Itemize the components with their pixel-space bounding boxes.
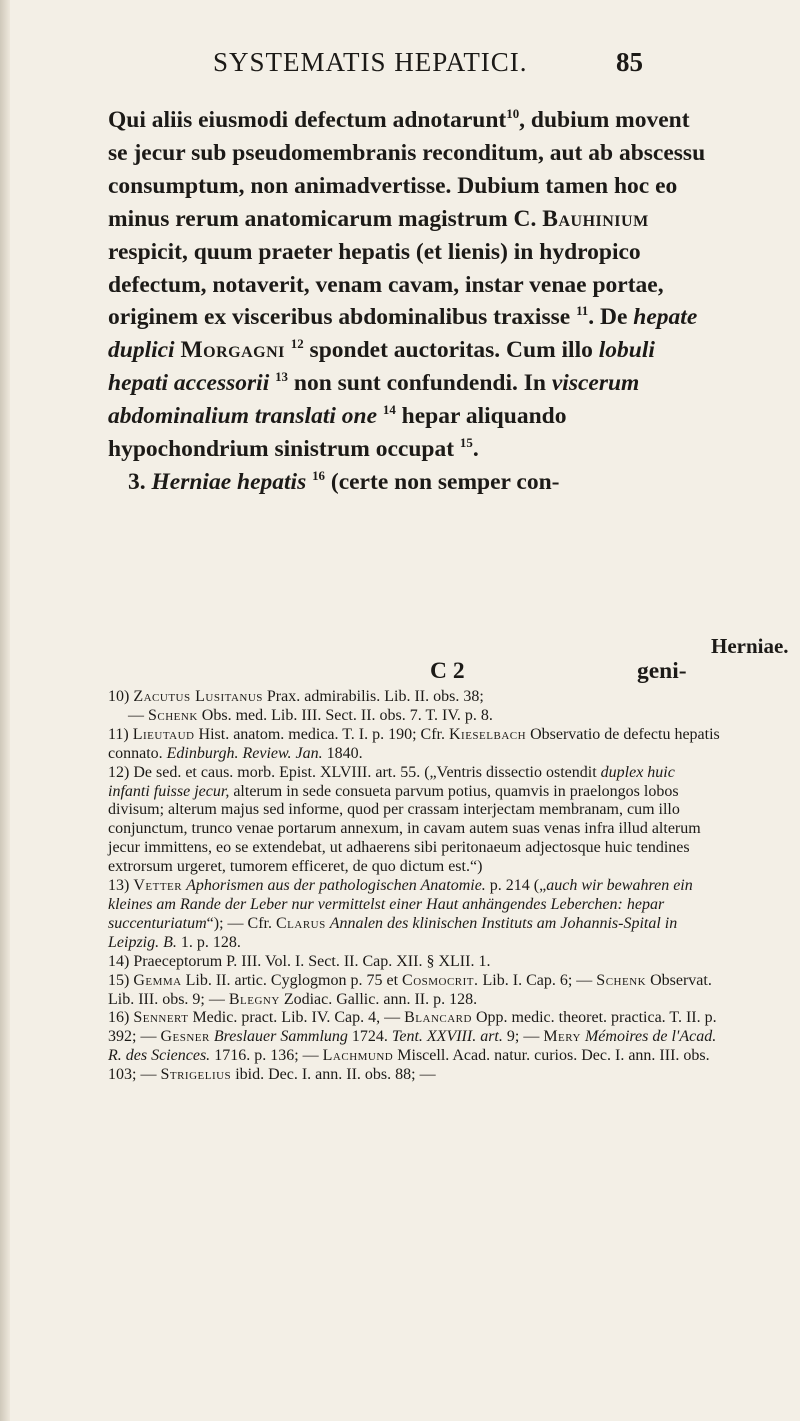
- footnote: 12) De sed. et caus. morb. Epist. XLVIII. art. 55. („Ventris dissectio ostendit duplex huic infanti fuisse jecur, alterum in sede consueta parvum potius, quamvis in praelongos lobos divisum; alterum majus sed informe, quod per crassam interjectam membranam, cum illo conjunctum, trunco venae portarum annexum, in cavam autem suas venas infra illud alterum jecur immittens, eo se extendebat, ut adhaerens sibi peritonaeum adjectosque huic tendines extrorsum urgeret, tumorem efficeret, de quo dictum est.“): [108, 763, 701, 876]
- margin-note: Herniae.: [711, 634, 789, 658]
- paragraph: Qui aliis eiusmodi defectum adnotarunt$^{10}$, dubium movent se jecur sub pseudomembranis reconditum, aut ab abscessu consumptum, non animadvertisse. Dubium tamen hoc eo minus rerum anatomicarum magistrum C. Bauhinium respicit, quum praeter hepatis (et lienis) in hydropico defectum, notaverit, venam cavam, instar venae portae, originem ex visceribus abdominalibus traxisse $^{11}$. De hepate duplici Morgagni $^{12}$ spondet auctoritas. Cum illo lobuli hepati accessorii $^{13}$ non sunt confundendi. In viscerum abdominalium translati one $^{14}$ hepar aliquando hypochondrium sinistrum occupat $^{15}$.: [108, 106, 706, 463]
- page-number: 85: [616, 47, 643, 77]
- paragraph: 3. Herniae hepatis $^{16}$ (certe non semper con-: [128, 468, 560, 495]
- main-text: [108, 104, 708, 499]
- footnote: 16) Sennert Medic. pract. Lib. IV. Cap. 4, — Blancard Opp. medic. theoret. practica. T. II. p. 392; — Gesner Breslauer Sammlung 1724. Tent. XXVIII. art. 9; — Mery Mémoires de l'Acad. R. des Sciences. 1716. p. 136; — Lachmund Miscell. Acad. natur. curios. Dec. I. ann. III. obs. 103; — Strigelius ibid. Dec. I. ann. II. obs. 88; —: [108, 1009, 717, 1084]
- footnote: 11) Lieutaud Hist. anatom. medica. T. I. p. 190; Cfr. Kieselbach Observatio de defectu hepatis connato. Edinburgh. Review. Jan. 1840.: [108, 725, 720, 762]
- catchword-line: [108, 658, 708, 691]
- footnotes: [108, 688, 720, 1085]
- page-gutter-shadow: [0, 0, 10, 1421]
- footnote: 14) Praeceptorum P. III. Vol. I. Sect. II. Cap. XII. § XLII. 1.: [108, 952, 491, 970]
- footnote: 10) Zacutus Lusitanus Prax. admirabilis. Lib. II. obs. 38; — Schenk Obs. med. Lib. III. Sect. II. obs. 7. T. IV. p. 8.: [108, 688, 493, 724]
- footnote: 13) Vetter Aphorismen aus der pathologischen Anatomie. p. 214 („auch wir bewahren ein kleines am Rande der Leber nur vermittelst einer Haut anhängendes Leberchen: hepar succenturiatum“); — Cfr. Clarus Annalen des klinischen Instituts am Johannis-Spital in Leipzig. B. 1. p. 128.: [108, 877, 693, 951]
- signature-mark: C 2: [430, 658, 465, 684]
- footnote: 15) Gemma Lib. II. artic. Cyglogmon p. 75 et Cosmocrit. Lib. I. Cap. 6; — Schenk Observat. Lib. III. obs. 9; — Blegny Zodiac. Gallic. ann. II. p. 128.: [108, 971, 712, 1008]
- catchword: geni-: [637, 658, 687, 684]
- page-header: [0, 47, 800, 87]
- running-title: SYSTEMATIS HEPATICI.: [213, 47, 528, 77]
